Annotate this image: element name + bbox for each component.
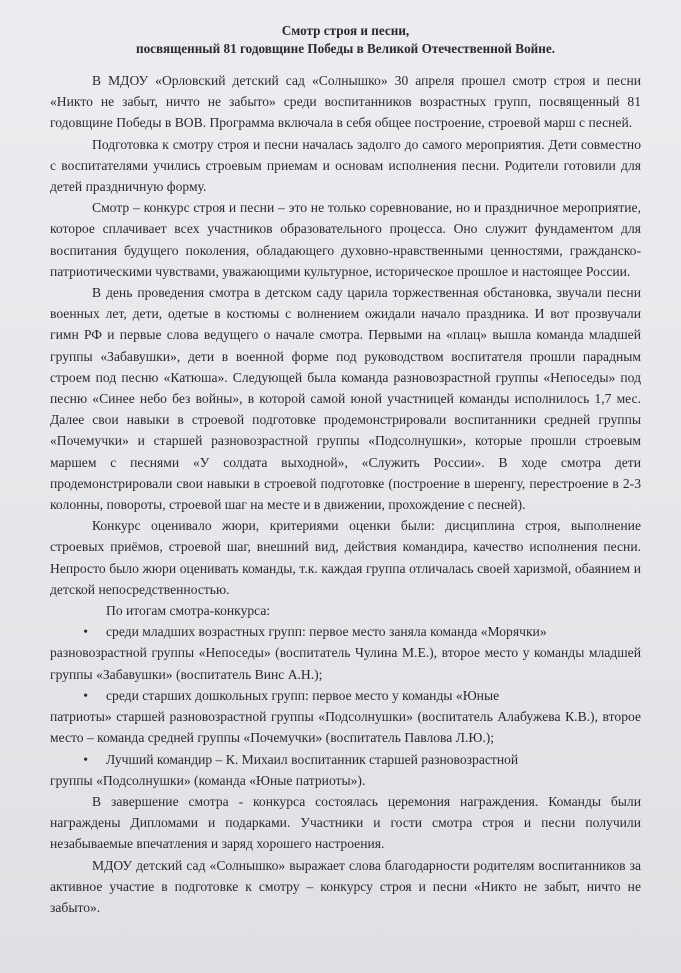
paragraph: Конкурс оценивало жюри, критериями оценки были: дисциплина строя, выполнение строевых приёмов, строевой шаг, внешний вид, действия командира, качество исполнения песни. Непросто было жюри оценивать команды, т.к. каждая группа отличалась своей харизмой, обаянием и детской непосредственностью. — [50, 518, 641, 597]
bullet-icon: • — [83, 751, 88, 767]
paragraph: В завершение смотра - конкурса состоялась церемония награждения. Команды были награждены Дипломами и подарками. Участники и гости смотра строя и песни получили незабываемые впечатления и заряд хорошего настроения. — [50, 793, 641, 852]
list-item — [50, 685, 641, 706]
paragraph: В МДОУ «Орловский детский сад «Солнышко» 30 апреля прошел смотр строя и песни «Никто не забыт, ничто не забыто» среди воспитанников возрастных групп, посвященный 81 годовщине Победы в ВОВ. Программа включала в себя общее построение, строевой марш с песней. — [50, 73, 641, 131]
list-item-continuation: патриоты» старшей разновозрастной группы «Подсолнушки» (воспитатель Алабужева К.В.), второе место – команда средней группы «Почемучки» (воспитатель Павлова Л.Ю.); — [50, 709, 641, 746]
document-title-line-2: посвященный 81 годовщине Победы в Великой Отечественной Войне. — [135, 41, 556, 56]
list-item-first-line: среди младших возрастных групп: первое место заняла команда «Морячки» — [106, 624, 547, 640]
paragraph: Подготовка к смотру строя и песни началась задолго до самого мероприятия. Дети совместно с воспитателями учились строевым приемам и основам исполнения песни. Родители готовили для детей праздничную форму. — [50, 136, 641, 195]
list-item — [50, 749, 641, 770]
list-item-first-line: среди старших дошкольных групп: первое место у команды «Юные — [106, 687, 500, 703]
bullet-icon: • — [83, 624, 88, 640]
paragraph: МДОУ детский сад «Солнышко» выражает слова благодарности родителям воспитанников за активное участие в подготовке к смотру – конкурсу строя и песни «Никто не забыт, ничто не забыто». — [50, 857, 641, 915]
document-title-line-1: Смотр строя и песни, — [281, 23, 410, 38]
list-item — [50, 621, 641, 642]
list-item-first-line: Лучший командир – К. Михаил воспитанник старшей разновозрастной — [106, 751, 519, 767]
list-item-continuation: группы «Подсолнушки» (команда «Юные патриоты»). — [50, 772, 366, 788]
paragraph: В день проведения смотра в детском саду царила торжественная обстановка, звучали песни военных лет, дети, одетые в костюмы с волнением ожидали начало праздника. И вот прозвучали гимн РФ и первые слова ведущего о начале смотра. Первыми на «плац» вышла команда младшей группы «Забавушки», дети в военной форме под руководством воспитателя прошли парадным строем под песню «Катюша». Следующей была команда разновозрастной группы «Непоседы» под песню «Синее небо без войны», в которой самой юной участницей команды исполнилось 1,7 мес. Далее свои навыки в строевой подготовке продемонстрировали воспитанники средней группы «Почемучки» и старшей разновозрастной группы «Подсолнушки», которые прошли строевым маршем с песнями «У солдата выходной», «Служить России». В ходе смотра дети продемонстрировали свои навыки в строевой подготовке (построение в шеренгу, перестроение в 2-3 колонны, повороты, строевой шаг на месте и в движении, прохождение с песней). — [50, 285, 641, 513]
paragraph: Смотр – конкурс строя и песни – это не только соревнование, но и праздничное мероприятие, которое сплачивает всех участников образовательного процесса. Оно служит фундаментом для воспитания будущего поколения, обладающего духовно-нравственными ценностями, гражданско-патриотическими чувствами, уважающими культурное, историческое прошлое и настоящее России. — [50, 200, 641, 279]
bullet-icon: • — [83, 687, 88, 703]
list-item-continuation: разновозрастной группы «Непоседы» (воспитатель Чулина М.Е.), второе место у команды младшей группы «Забавушки» (воспитатель Винс А.Н.); — [50, 645, 641, 682]
results-intro: По итогам смотра-конкурса: — [106, 603, 271, 619]
